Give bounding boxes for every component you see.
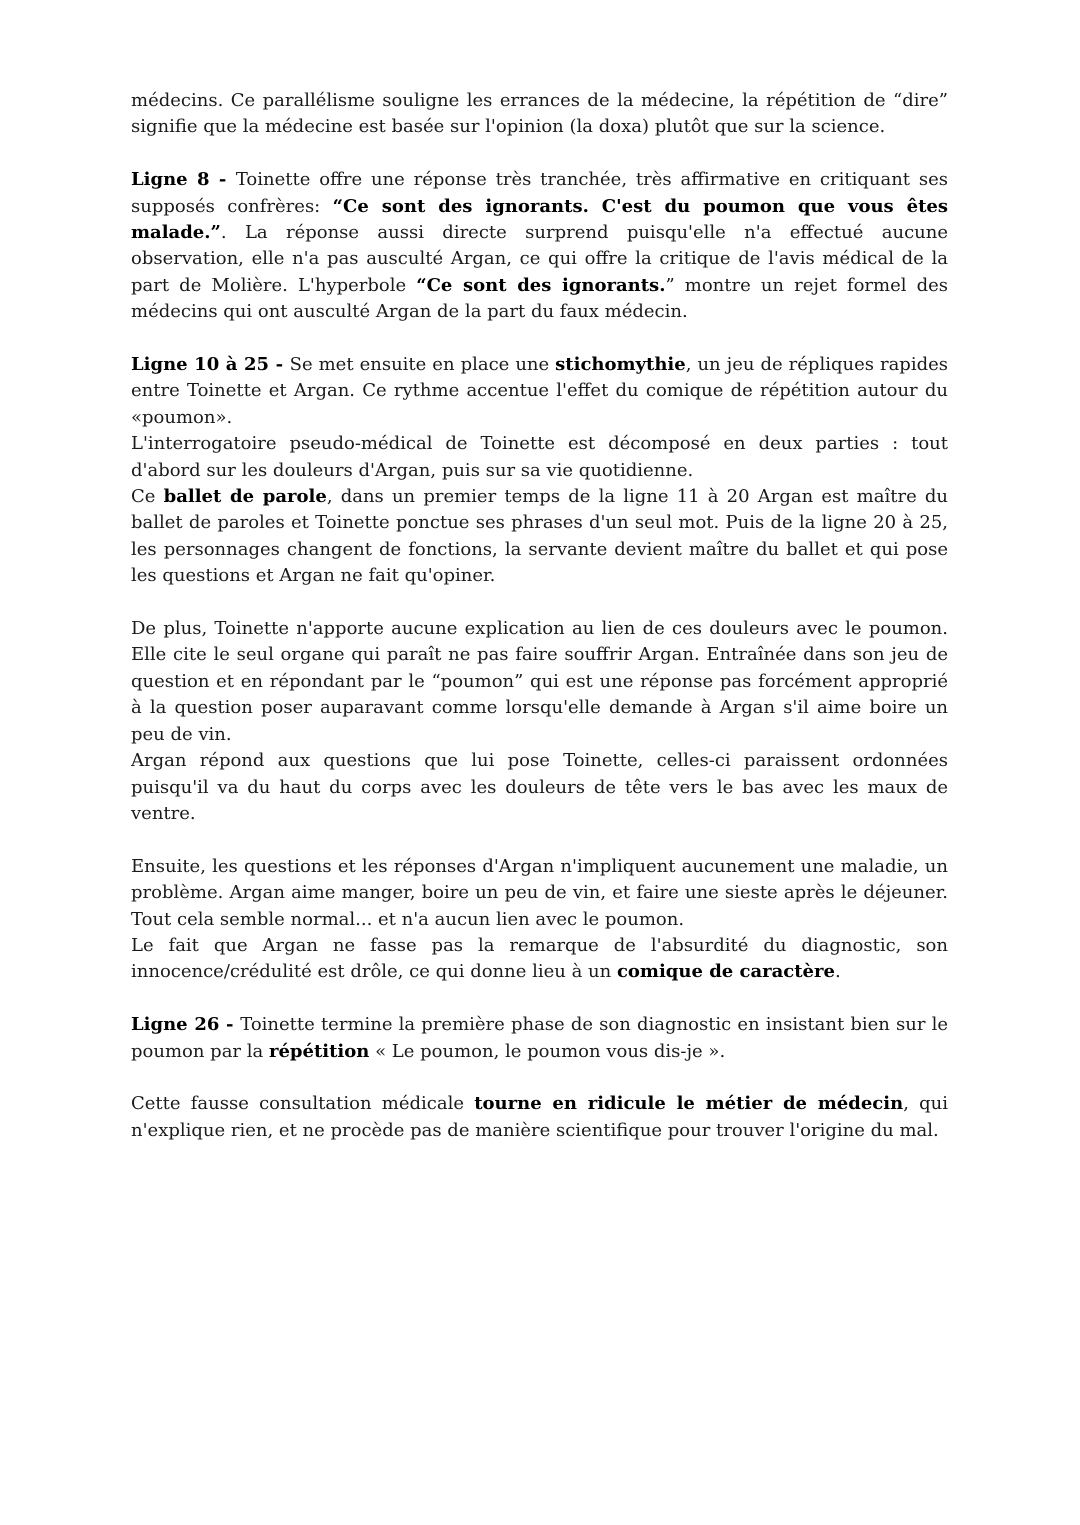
paragraph [131, 167, 948, 325]
body-text: De plus, Toinette n'apporte aucune explication au lien de ces douleurs avec le poumon. Elle cite le seul organe qui paraît ne pas faire souffrir Argan. Entraînée dans son jeu de question et en répondant par le “poumon” qui est une réponse pas forcément approprié à la question poser auparavant comme lorsqu'elle demande à Argan s'il aime boire un peu de vin. [131, 618, 948, 745]
paragraph [131, 88, 948, 141]
body-text: Se met ensuite en place une [289, 354, 556, 376]
body-text: Ce [131, 486, 164, 508]
body-text: , qui n'explique rien, et ne procède pas de manière scientifique pour trouver l'origine du mal. [131, 1093, 948, 1141]
paragraph [131, 1091, 948, 1144]
body-text: « Le poumon, le poumon vous dis-je ». [369, 1040, 726, 1062]
bold-text: Ligne 10 à 25 - [131, 354, 290, 376]
paragraph [131, 854, 948, 933]
document-page [131, 88, 948, 1171]
paragraph [131, 933, 948, 986]
body-text: Cette fausse consultation médicale [131, 1093, 475, 1115]
body-text: , un jeu de répliques rapides entre Toinette et Argan. Ce rythme accentue l'effet du comique de répétition autour du «poumon». [131, 354, 949, 428]
body-text: L'interrogatoire pseudo-médical de Toinette est décomposé en deux parties : tout d'abord sur les douleurs d'Argan, puis sur sa vie quotidienne. [131, 433, 948, 481]
paragraph [131, 1012, 948, 1065]
body-text: Toinette offre une réponse très tranchée, très affirmative en critiquant ses supposés confrères: [131, 169, 948, 217]
paragraph [131, 748, 948, 827]
body-text: , dans un premier temps de la ligne 11 à 20 Argan est maître du ballet de paroles et Toinette ponctue ses phrases d'un seul mot. Puis de la ligne 20 à 25, les personnages changent de fonctions, la servante devient maître du ballet et qui pose les questions et Argan ne fait qu'opiner. [131, 486, 949, 587]
bold-text: Ligne 26 - [131, 1014, 241, 1036]
bold-text: Ligne 8 - [131, 169, 236, 191]
body-text: médecins. Ce parallélisme souligne les errances de la médecine, la répétition de “dire” signifie que la médecine est basée sur l'opinion (la doxa) plutôt que sur la science. [131, 90, 948, 138]
body-text: Ensuite, les questions et les réponses d'Argan n'impliquent aucunement une maladie, un problème. Argan aime manger, boire un peu de vin, et faire une sieste après le déjeuner. Tout cela semble normal... et n'a aucun lien avec le poumon. [131, 855, 948, 930]
body-text: . La réponse aussi directe surprend puisqu'elle n'a effectué aucune observation, elle n'a pas ausculté Argan, ce qui offre la critique de l'avis médical de la part de Molière. L'hyperbole [131, 222, 948, 296]
bold-text: stichomythie [555, 354, 686, 376]
body-text: . [834, 961, 841, 983]
bold-text: répétition [268, 1040, 370, 1062]
paragraph [131, 616, 948, 748]
bold-text: comique de caractère [616, 961, 835, 983]
bold-text: “Ce sont des ignorants. C'est du poumon que vous êtes malade.” [131, 195, 948, 244]
body-text: Toinette termine la première phase de son diagnostic en insistant bien sur le poumon par la [131, 1014, 948, 1062]
paragraph [131, 352, 948, 431]
body-text: Le fait que Argan ne fasse pas la remarque de l'absurdité du diagnostic, son innocence/crédulité est drôle, ce qui donne lieu à un [131, 934, 948, 983]
body-text: ” montre un rejet formel des médecins qui ont ausculté Argan de la part du faux médecin. [131, 274, 949, 323]
bold-text: ballet de parole [163, 486, 327, 508]
bold-text: “Ce sont des ignorants. [416, 274, 666, 296]
paragraph [131, 431, 948, 484]
paragraph [131, 484, 948, 590]
body-text: Argan répond aux questions que lui pose Toinette, celles-ci paraissent ordonnées puisqu'il va du haut du corps avec les douleurs de tête vers le bas avec les maux de ventre. [131, 750, 948, 824]
bold-text: tourne en ridicule le métier de médecin [474, 1093, 904, 1115]
